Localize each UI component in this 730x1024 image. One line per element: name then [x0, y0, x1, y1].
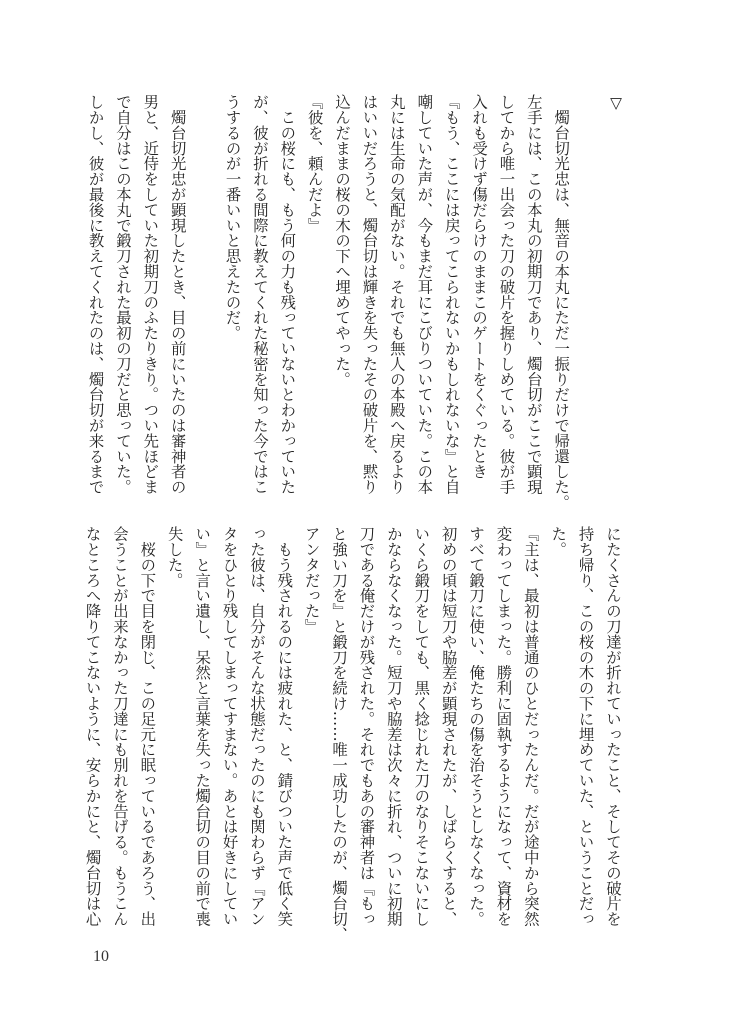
text-column: 変わってしまった。勝利に固執するようになって、資材を [494, 526, 513, 927]
text-column: と強い刀を』と鍛刀を続け……唯一成功したのが、燭台切、 [330, 526, 349, 942]
text-column: 込んだままの桜の木の下へ埋めてやった。 [333, 94, 352, 387]
text-column: 初めの頃は短刀や脇差が顕現されたが、しばらくすると、 [439, 526, 458, 927]
page-number: 10 [93, 948, 109, 965]
text-column: すべて鍛刀に使い、俺たちの傷を治そうとしなくなった。 [467, 526, 486, 927]
text-column: 会うことが出来なかった刀達にも別れを告げる。もうこん [110, 526, 129, 927]
bottom-text-block [78, 526, 626, 942]
blank-column [574, 94, 601, 510]
text-column: なところへ降りてこないように、安らかにと、燭台切は心 [83, 526, 102, 927]
text-column: いくら鍛刀をしても、黒く捻じれた刀のなりそこないにし [412, 526, 431, 927]
text-column: った彼は、自分がそんな状態だったのにも関わらず『アン [247, 526, 266, 927]
text-column: してから唯一出会った刀の破片を握りしめている。彼が手 [497, 94, 516, 495]
text-column: が、彼が折れる間際に教えてくれた秘密を知った今ではこ [250, 94, 269, 495]
text-column: 『主は、最初は普通のひとだったんだ。だが途中から突然 [521, 526, 540, 927]
text-column: 『彼を、頼んだよ』 [305, 94, 324, 233]
text-column: 刀である俺だけが残された。それでもあの審神者は『もっ [357, 526, 376, 927]
text-column: 『もう、ここには戻ってこられないかもしれないな』と自 [442, 94, 461, 495]
text-column: タをひとり残してしまってすまない。あとは好きにしてい [220, 526, 239, 927]
text-column: アンタだった』 [302, 526, 321, 634]
text-column: た。 [549, 526, 568, 557]
text-column: もう残されるのには疲れた、と、錆びついた声で低く笑 [275, 526, 294, 927]
text-column: 男と、近侍をしていた初期刀のふたりきり。つい先ほどま [141, 94, 160, 495]
text-column: 持ち帰り、この桜の木の下に埋めていた、ということだっ [576, 526, 595, 927]
text-column: はいいだろうと、燭台切は輝きを失ったその破片を、黙り [360, 94, 379, 495]
text-column: かならなくなった。短刀や脇差は次々に折れ、ついに初期 [384, 526, 403, 927]
text-column: 嘲していた声が、今もまだ耳にこびりついていた。この本 [415, 94, 434, 495]
section-marker: ▽ [607, 94, 625, 112]
blank-column [191, 94, 218, 510]
text-column: い』と言い遺し、呆然と言葉を失った燭台切の目の前で喪 [193, 526, 212, 927]
text-column: にたくさんの刀達が折れていったこと、そしてその破片を [604, 526, 622, 927]
text-column: 失した。 [165, 526, 184, 588]
text-column: で自分はこの本丸で鍛刀された最初の刀だと思っていた。 [113, 94, 132, 495]
top-text-block [81, 94, 629, 510]
text-column: しかし、彼が最後に教えてくれたのは、燭台切が来るまで [86, 94, 105, 495]
text-column: 丸には生命の気配がない。それでも無人の本殿へ戻るより [387, 94, 406, 495]
text-column: 桜の下で目を閉じ、この足元に眠っているであろう、出 [138, 526, 157, 927]
text-column: うするのが一番いいと思えたのだ。 [223, 94, 242, 341]
text-column: この桜にも、もう何の力も残っていないとわかっていた [278, 94, 297, 495]
text-column: 入れも受けず傷だらけのままこのゲートをくぐったとき [470, 94, 489, 479]
text-column: 左手には、この本丸の初期刀であり、燭台切がここで顕現 [524, 94, 543, 495]
text-column: 燭台切光忠は、無音の本丸にただ一振りだけで帰還した。 [552, 94, 571, 510]
text-column: 燭台切光忠が顕現したとき、目の前にいたのは審神者の [168, 94, 187, 495]
